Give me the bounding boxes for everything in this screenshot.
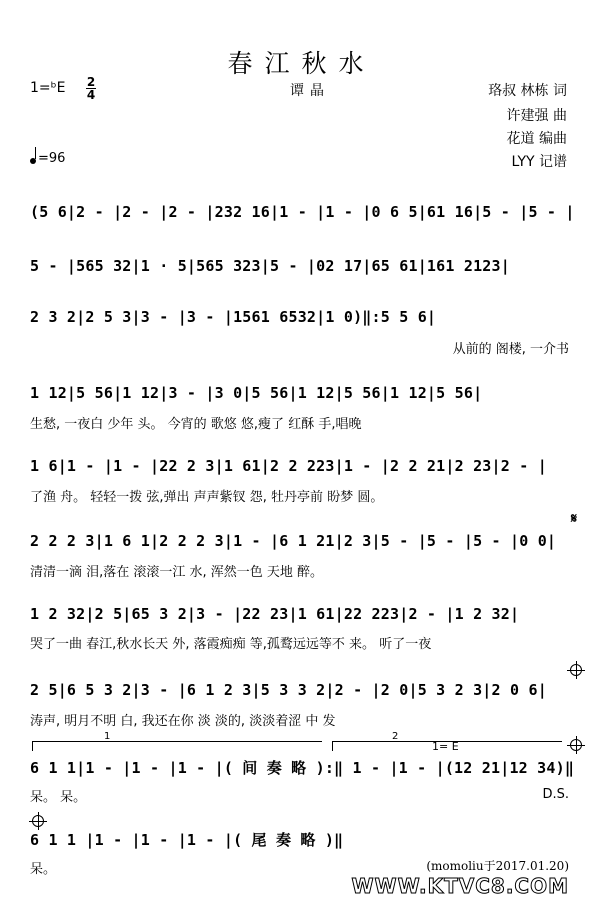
tempo-marking	[30, 150, 65, 166]
volta-first-bracket	[32, 741, 322, 742]
lyric-line-10: 呆。	[30, 862, 57, 877]
lyric-line-8: 涛声, 明月不明 白, 我还在你 淡 淡的, 淡淡着涩 中 发	[30, 714, 336, 729]
dal-segno-mark: D.S.	[542, 787, 569, 802]
notation-line-5: 1 6|1 - |1 - |22 2 3|1 61|2 2 223|1 - |2 2 21|2 23|2 - |	[30, 457, 547, 475]
notation-line-8: 2 5|6 5 3 2|3 - |6 1 2 3|5 3 3 2|2 - |2 0|5 3 2 3|2 0 6|	[30, 681, 547, 699]
volta-first-number: 1	[104, 731, 111, 742]
transcriber-note: (momoliu于2017.01.20)	[426, 859, 569, 873]
credit-arranger: 花道 编曲	[506, 131, 567, 147]
notation-line-2: 5 - |565 32|1 · 5|565 323|5 - |02 17|65 61|161 2123|	[30, 257, 510, 275]
lyric-line-6: 清清一滴 泪,落在 滚滚一江 水, 浑然一色 天地 醉。	[30, 565, 324, 580]
credit-lyricist: 珞叔 林栋 词	[488, 83, 567, 99]
tempo-value: =96	[38, 151, 66, 166]
time-signature-top: 2	[86, 75, 96, 89]
note-stem	[35, 147, 36, 159]
notation-line-7: 1 2 32|2 5|65 3 2|3 - |22 23|1 61|22 223|2 - |1 2 32|	[30, 605, 520, 623]
time-signature	[86, 76, 96, 101]
notation-line-9: 6 1 1|1 - |1 - |1 - |( 间 奏 略 ):‖ 1 - |1 - |(12 21|12 34)‖	[30, 759, 575, 777]
coda-sign-final-icon	[32, 815, 44, 827]
lyric-line-3: 从前的 阁楼, 一介书	[452, 342, 569, 357]
lyric-line-7: 哭了一曲 春江,秋水长天 外, 落霞痴痴 等,孤鹜远远等不 来。 听了一夜	[30, 637, 432, 652]
key-change: 1= E	[432, 740, 459, 753]
credit-transcriber: LYY 记谱	[511, 154, 567, 170]
lyric-line-5: 了渔 舟。 轻轻一拨 弦,弹出 声声紫钗 怨, 牡丹亭前 盼梦 圆。	[30, 490, 384, 505]
lyric-line-4: 生愁, 一夜白 少年 头。 今宵的 歌悠 悠,瘦了 红酥 手,唱晚	[30, 417, 362, 432]
lyric-line-9: 呆。 呆。	[30, 790, 87, 805]
singer-name: 谭晶	[290, 83, 330, 99]
notation-line-1: (5 6|2 - |2 - |2 - |232 16|1 - |1 - |0 6 5|61 16|5 - |5 - |	[30, 203, 575, 221]
notation-line-3: 2 3 2|2 5 3|3 - |3 - |1561 6532|1 0)‖:5 5 6|	[30, 308, 437, 326]
volta-first-left	[32, 741, 33, 751]
coda-sign-icon	[570, 664, 582, 676]
watermark-logo: WWW.KTVC8.COM	[351, 874, 569, 898]
key-signature: 1=ᵇE	[30, 80, 66, 96]
song-title: 春江秋水	[227, 49, 376, 78]
segno-sign-icon: 𝄋	[571, 511, 578, 527]
time-signature-bottom: 4	[86, 88, 96, 102]
notation-line-6: 2 2 2 3|1 6 1|2 2 2 3|1 - |6 1 21|2 3|5 - |5 - |5 - |0 0|	[30, 532, 557, 550]
volta-second-left	[332, 741, 333, 751]
notation-line-4: 1 12|5 56|1 12|3 - |3 0|5 56|1 12|5 56|1 12|5 56|	[30, 384, 483, 402]
credit-composer: 许建强 曲	[506, 108, 567, 124]
volta-second-number: 2	[392, 731, 399, 742]
coda-sign-end-icon	[570, 739, 582, 751]
notation-line-10: 6 1 1 |1 - |1 - |1 - |( 尾 奏 略 )‖	[30, 831, 344, 849]
